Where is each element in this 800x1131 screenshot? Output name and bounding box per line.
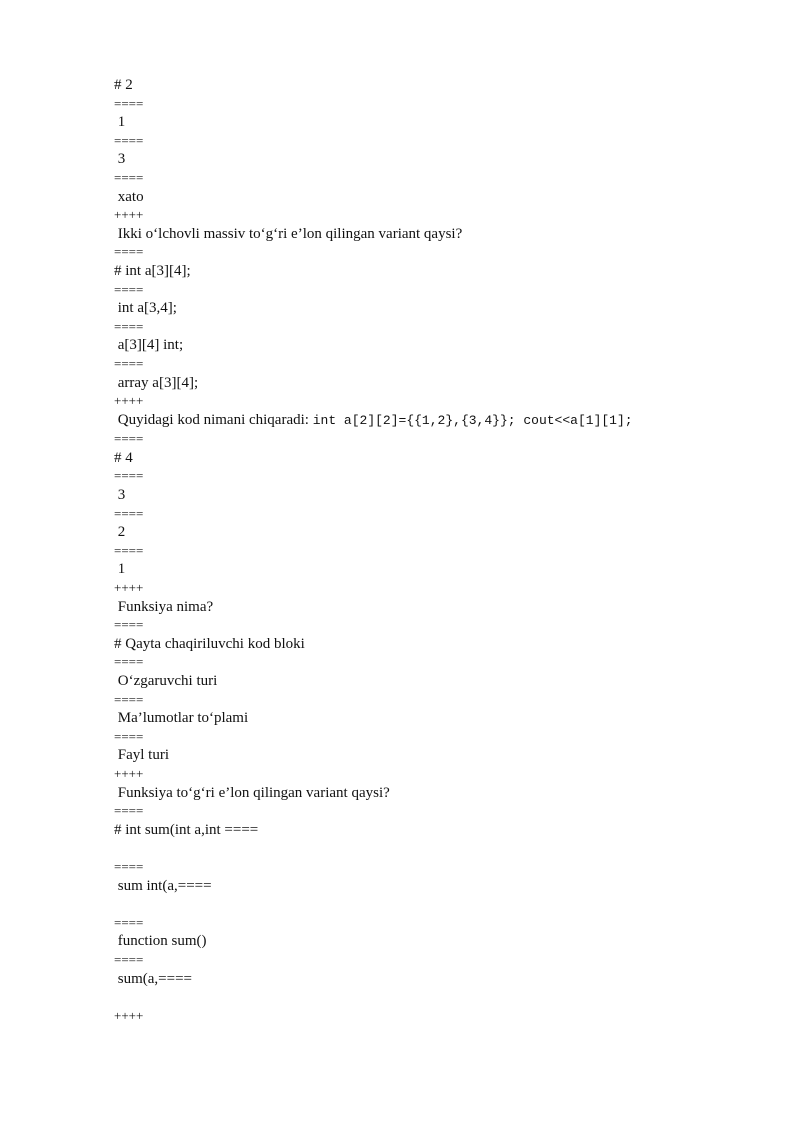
separator-line: ==== [114,281,144,297]
separator-line: ==== [114,654,144,670]
text-line: function sum() [114,933,207,950]
correct-answer-line: # 2 [114,77,133,93]
separator-line: ==== [114,505,144,521]
separator-line: ==== [114,858,144,874]
document-body [114,76,774,1025]
text-line: Funksiya nima? [114,598,214,615]
text-line: int a[3,4]; [114,300,177,317]
separator-line: ++++ [114,207,144,223]
text-line: 3 [114,487,126,504]
separator-line: ++++ [114,765,144,781]
separator-line: ==== [114,803,144,819]
separator-line: ==== [114,132,144,148]
text-line: xato [114,188,144,205]
separator-line: ++++ [114,1007,144,1023]
separator-line: ==== [114,244,144,260]
separator-line: ==== [114,617,144,633]
text-line: Ikki o‘lchovli massiv to‘g‘ri e’lon qilingan variant qaysi? [114,225,463,242]
text-line: a[3][4] int; [114,337,184,354]
text-line: Funksiya to‘g‘ri e’lon qilingan variant qaysi? [114,784,390,801]
separator-line: ++++ [114,393,144,409]
separator-line: ==== [114,355,144,371]
separator-line: ==== [114,468,144,484]
correct-answer-line: # Qayta chaqiriluvchi kod bloki [114,635,305,652]
correct-answer-line: # 4 [114,449,133,466]
correct-answer-line: # int sum(int a,int ==== [114,821,259,838]
blank-line [114,839,774,858]
text-line: sum(a,==== [114,970,192,987]
blank-line [114,895,774,914]
correct-answer-line: # int a[3][4]; [114,262,191,279]
text-line: 1 [114,114,126,131]
text-line: array a[3][4]; [114,374,199,391]
text-line: O‘zgaruvchi turi [114,673,218,689]
text-line: sum int(a,==== [114,877,212,894]
separator-line: ==== [114,431,144,447]
separator-line: ==== [114,914,144,930]
separator-line: ==== [114,728,144,744]
question-line [114,411,774,431]
separator-line: ==== [114,318,144,334]
separator-line: ++++ [114,580,144,596]
blank-line [114,988,774,1007]
separator-line: ==== [114,95,144,111]
code-snippet: int a[2][2]={{1,2},{3,4}}; cout<<a[1][1]; [312,412,633,428]
separator-line: ==== [114,691,144,707]
separator-line: ==== [114,951,144,967]
text-line: Fayl turi [114,747,169,764]
text-line: 1 [114,561,126,578]
text-line: Ma’lumotlar to‘plami [114,710,249,727]
separator-line: ==== [114,169,144,185]
separator-line: ==== [114,542,144,558]
text-line: 3 [114,151,126,168]
question-text: Quyidagi kod nimani chiqaradi: [114,411,313,428]
text-line: 2 [114,524,126,541]
